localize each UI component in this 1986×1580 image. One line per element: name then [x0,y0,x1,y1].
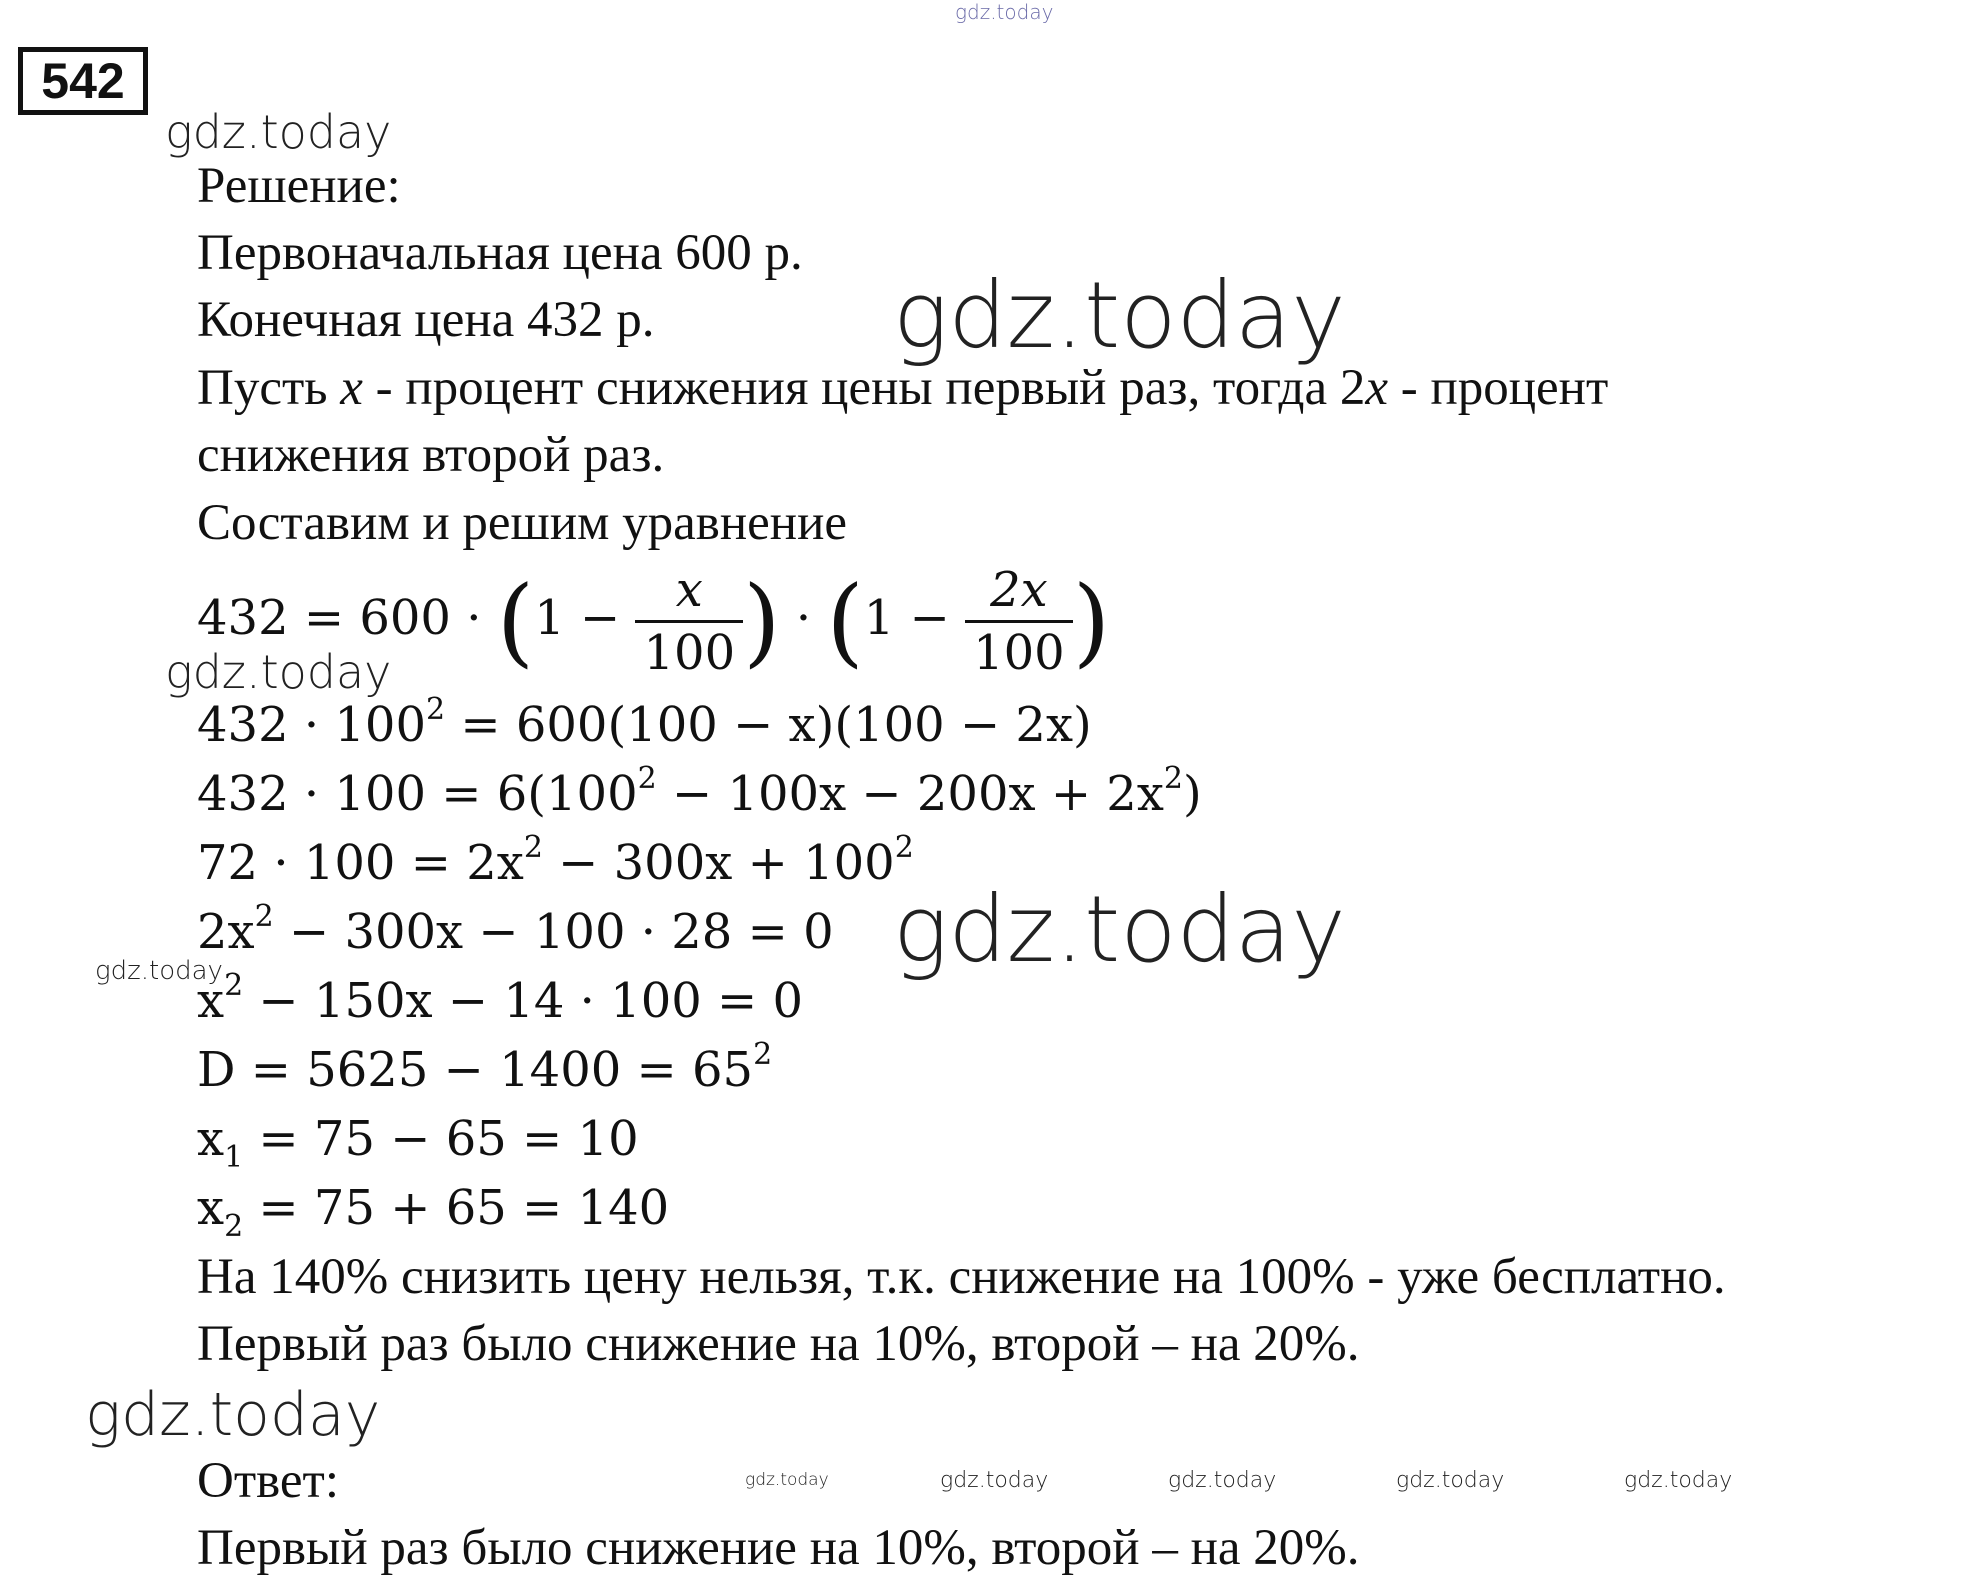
eq-part: − 150x − 14 · 100 = 0 [243,973,804,1029]
fraction-2x-over-100 [965,560,1073,683]
eq-part: − 300x + 100 [542,835,895,891]
exponent: 2 [523,830,543,865]
eq-part: 432 · 100 [197,697,427,753]
text-line-initial-price: Первоначальная цена 600 р. [197,225,803,281]
exponent: 2 [224,968,244,1003]
eq-part: 432 = 600 · [197,590,497,646]
eq-part: = 75 − 65 = 10 [243,1111,639,1167]
left-paren: ( [496,565,535,678]
numerator: 2x [990,562,1048,618]
eq-part: x [197,973,225,1029]
watermark-large: gdz.today [893,262,1346,369]
fraction-x-over-100 [635,560,743,683]
equation-2 [197,692,1092,755]
eq-part: − 100x − 200x + 2x [656,766,1164,822]
eq-part: ) [1183,766,1202,822]
watermark: gdz.today [165,645,392,699]
left-paren: ( [826,565,864,678]
eq-part: 2x [197,904,255,960]
eq-part: 432 · 100 = 6(100 [197,766,638,822]
text-line-final-price: Конечная цена 432 р. [197,292,655,348]
conclusion-line-1: На 140% снизить цену нельзя, т.к. снижение на 100% - уже бесплатно. [197,1249,1726,1305]
eq-part: 72 · 100 = 2x [197,835,524,891]
numerator: x [675,562,703,618]
watermark: gdz.today [165,105,392,159]
watermark-small: gdz.today [95,956,223,986]
exponent: 2 [254,899,274,934]
text-part: - процент снижения цены первый раз, тогда 2 [362,360,1366,416]
problem-number: 542 [18,47,148,115]
watermark-top: gdz.today [955,0,1054,24]
eq-part: D = 5625 − 1400 = 65 [197,1042,754,1098]
denominator: 100 [635,620,743,683]
eq-part: = 600(100 − x)(100 − 2x) [445,697,1092,753]
exponent: 2 [426,692,446,727]
equation-discriminant [197,1037,773,1100]
right-paren: ) [743,565,781,678]
eq-part: − 300x − 100 · 28 = 0 [273,904,834,960]
conclusion-line-2: Первый раз было снижение на 10%, второй – на 20%. [197,1316,1360,1372]
equation-5 [197,899,834,962]
equation-root-2 [197,1178,670,1244]
eq-part: 1 − [863,590,966,646]
watermark-small: gdz.today [745,1470,829,1490]
equation-root-1 [197,1109,639,1175]
text-line-second-reduction: снижения второй раз. [197,427,665,483]
answer-text: Первый раз было снижение на 10%, второй – на 20%. [197,1520,1360,1576]
answer-label: Ответ: [197,1453,339,1509]
exponent: 2 [637,761,657,796]
eq-part: = 75 + 65 = 140 [243,1180,670,1236]
eq-part: x [197,1111,225,1167]
equation-6 [197,968,804,1031]
exponent: 2 [894,830,914,865]
watermark-small: gdz.today [940,1468,1049,1493]
subscript: 2 [224,1209,244,1244]
watermark: gdz.today [85,1380,381,1450]
equation-3 [197,761,1202,824]
text-line-compose-equation: Составим и решим уравнение [197,495,848,551]
watermark-small: gdz.today [1396,1468,1505,1493]
text-part: Пусть [197,360,341,416]
eq-part: 1 − [534,590,636,646]
subscript: 1 [224,1140,244,1175]
equation-4 [197,830,914,893]
solution-heading: Решение: [197,158,401,214]
watermark-small: gdz.today [1168,1468,1277,1493]
text-part: - процент [1387,360,1609,416]
variable-x: x [340,360,363,416]
variable-x: x [1365,360,1388,416]
eq-part: x [197,1180,225,1236]
watermark-small: gdz.today [1624,1468,1733,1493]
eq-part: · [780,590,827,646]
watermark-large: gdz.today [893,876,1346,983]
exponent: 2 [1163,761,1183,796]
exponent: 2 [753,1037,773,1072]
denominator: 100 [965,620,1073,683]
right-paren: ) [1072,565,1111,678]
